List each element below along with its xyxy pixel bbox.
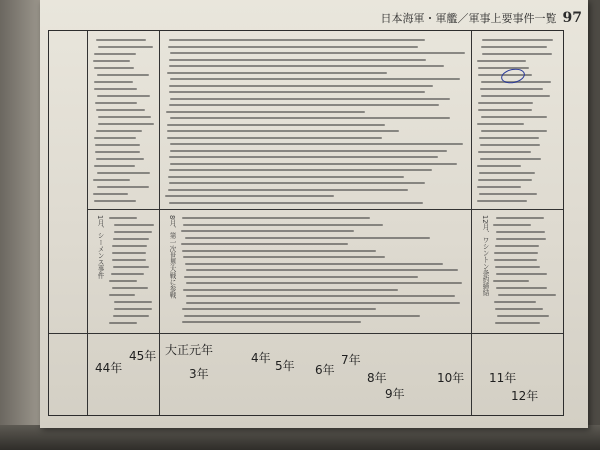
print-line	[182, 250, 376, 252]
year-label: 9年	[385, 387, 405, 401]
print-line	[478, 102, 533, 104]
print-line	[96, 130, 142, 132]
print-line	[169, 91, 425, 93]
print-line	[496, 273, 547, 275]
background-surface-left	[0, 0, 40, 450]
print-line	[481, 130, 547, 132]
print-line	[112, 252, 146, 254]
print-line	[494, 301, 536, 303]
print-line	[93, 60, 130, 62]
print-line	[183, 256, 385, 258]
print-line	[186, 269, 458, 271]
print-line	[97, 172, 150, 174]
print-line	[170, 78, 460, 80]
print-line	[493, 224, 531, 226]
year-label: 5年	[275, 359, 295, 373]
print-line	[182, 308, 376, 310]
print-line	[93, 193, 128, 195]
print-line	[94, 200, 136, 202]
print-line	[114, 308, 152, 310]
print-line	[479, 137, 539, 139]
print-line	[480, 144, 540, 146]
print-line	[94, 53, 136, 55]
print-line	[114, 301, 152, 303]
year-label: 11年	[489, 371, 517, 385]
page-number: 97	[562, 10, 582, 26]
print-line	[494, 252, 538, 254]
print-line	[169, 182, 425, 184]
print-line	[97, 95, 150, 97]
print-line	[167, 72, 387, 74]
print-line	[186, 302, 460, 304]
year-label: 7年	[341, 353, 361, 367]
print-line	[169, 39, 425, 41]
print-line	[93, 179, 130, 181]
year-label: 45年	[129, 349, 157, 363]
running-head-title: 日本海軍・軍艦／軍事上要事件一覧	[380, 12, 557, 25]
print-line	[182, 321, 361, 323]
print-line	[183, 224, 383, 226]
print-line	[478, 179, 532, 181]
year-label: 44年	[95, 361, 123, 375]
print-line	[477, 60, 526, 62]
print-line	[165, 195, 334, 197]
print-line	[181, 243, 348, 245]
print-line	[113, 238, 149, 240]
print-line	[496, 217, 544, 219]
print-line	[167, 124, 385, 126]
print-line	[495, 245, 539, 247]
print-line	[113, 315, 149, 317]
print-line	[112, 245, 147, 247]
print-line	[478, 67, 529, 69]
print-line	[169, 65, 444, 67]
print-line	[170, 163, 457, 165]
print-line	[95, 144, 140, 146]
print-line	[94, 137, 136, 139]
print-line	[94, 88, 137, 90]
print-line	[184, 276, 418, 278]
chronology-table	[48, 30, 564, 416]
print-line	[114, 231, 152, 233]
print-line	[170, 52, 465, 54]
print-line	[109, 322, 137, 324]
print-line	[94, 165, 135, 167]
print-line	[183, 289, 398, 291]
print-line	[478, 109, 532, 111]
print-line	[495, 322, 540, 324]
document-page	[40, 0, 588, 428]
print-line	[170, 143, 463, 145]
print-line	[478, 151, 531, 153]
year-label: 8年	[367, 371, 387, 385]
entry-text: 8月、第一次世界大戦に参戦	[168, 215, 176, 299]
print-line	[168, 46, 418, 48]
print-line	[169, 104, 439, 106]
print-line	[169, 169, 432, 171]
print-line	[479, 172, 535, 174]
print-line	[98, 123, 154, 125]
print-line	[112, 287, 148, 289]
print-line	[97, 186, 149, 188]
print-line	[185, 263, 443, 265]
entry-text: 1月、シーメンス事件	[96, 215, 104, 279]
column-divider-2	[471, 31, 472, 415]
print-line	[109, 280, 137, 282]
year-label: 10年	[437, 371, 465, 385]
running-head	[381, 10, 582, 26]
print-line	[95, 102, 137, 104]
print-line	[498, 294, 556, 296]
print-line	[495, 266, 540, 268]
print-line	[497, 315, 549, 317]
print-line	[109, 294, 135, 296]
year-label: 大正元年	[165, 343, 214, 357]
year-label: 12年	[511, 389, 539, 403]
print-line	[168, 176, 404, 178]
print-line	[495, 308, 543, 310]
print-line	[170, 150, 447, 152]
print-line	[96, 109, 145, 111]
print-line	[98, 46, 153, 48]
print-line	[169, 59, 426, 61]
print-line	[479, 193, 537, 195]
print-line	[169, 85, 433, 87]
print-line	[481, 116, 547, 118]
print-line	[94, 81, 133, 83]
print-line	[97, 74, 149, 76]
year-label: 4年	[251, 351, 271, 365]
print-line	[96, 39, 146, 41]
print-line	[493, 280, 529, 282]
print-line	[167, 137, 382, 139]
background-surface-right	[586, 0, 600, 450]
print-line	[95, 151, 140, 153]
column-divider-left	[87, 31, 88, 415]
year-label: 3年	[189, 367, 209, 381]
print-line	[481, 95, 550, 97]
print-line	[477, 186, 521, 188]
print-line	[185, 237, 430, 239]
print-line	[494, 259, 537, 261]
print-line	[480, 88, 543, 90]
year-column-divider	[49, 333, 563, 334]
year-label: 6年	[315, 363, 335, 377]
print-line	[496, 287, 547, 289]
print-line	[477, 200, 527, 202]
print-line	[111, 273, 144, 275]
print-line	[496, 231, 545, 233]
print-line	[186, 282, 462, 284]
print-line	[482, 39, 553, 41]
print-line	[168, 189, 408, 191]
print-line	[170, 98, 450, 100]
print-line	[109, 217, 137, 219]
background-surface-bottom	[0, 425, 600, 450]
print-line	[169, 202, 423, 204]
entry-text: 12月、ワシントン条約締結	[481, 215, 489, 296]
print-line	[96, 158, 144, 160]
print-line	[113, 266, 149, 268]
print-line	[477, 165, 521, 167]
print-line	[186, 295, 455, 297]
print-line	[184, 315, 420, 317]
print-line	[166, 111, 365, 113]
print-line	[477, 123, 524, 125]
column-divider-1	[159, 31, 160, 415]
print-line	[481, 46, 547, 48]
print-line	[167, 130, 399, 132]
print-line	[169, 156, 438, 158]
print-line	[181, 230, 354, 232]
print-line	[480, 158, 541, 160]
print-line	[94, 67, 134, 69]
print-line	[182, 217, 370, 219]
print-line	[170, 117, 450, 119]
print-line	[482, 53, 552, 55]
print-line	[496, 238, 546, 240]
print-line	[98, 116, 151, 118]
print-line	[114, 224, 154, 226]
print-line	[112, 259, 146, 261]
